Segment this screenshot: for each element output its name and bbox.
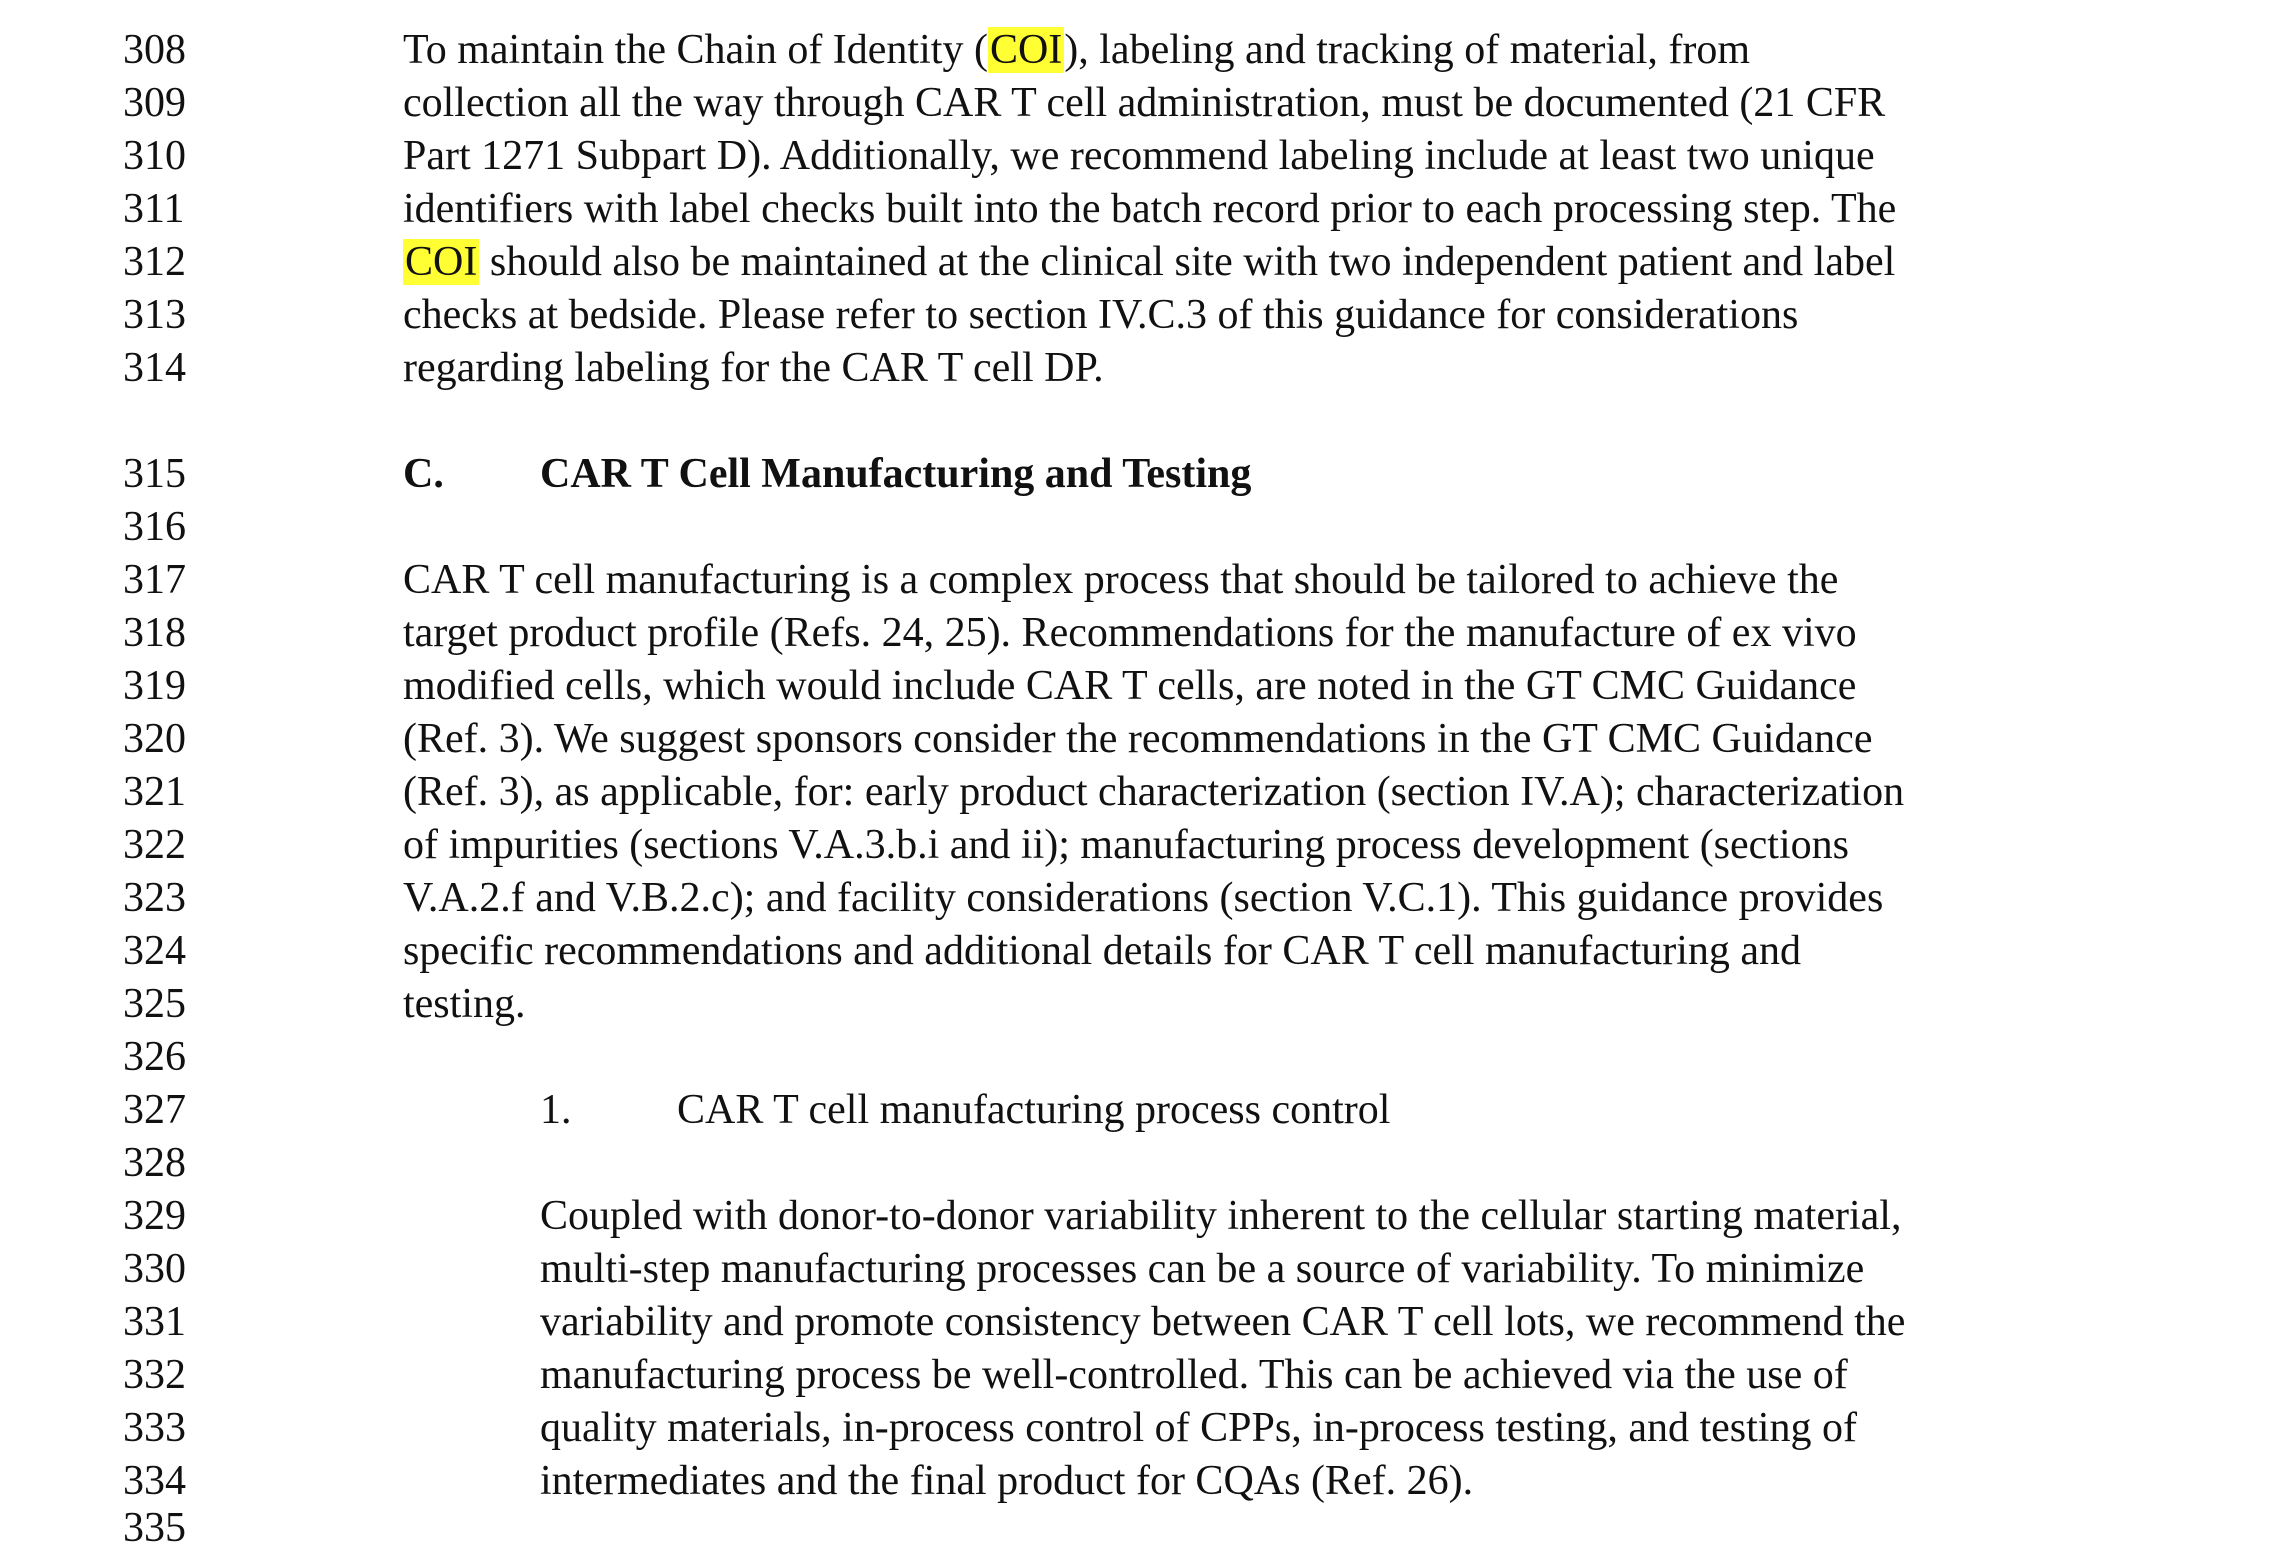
line-number: 333 (123, 1405, 186, 1451)
line-number: 316 (123, 504, 186, 550)
line-text: intermediates and the final product for CQAs (Ref. 26). (540, 1458, 1474, 1504)
line-number: 324 (123, 928, 186, 974)
line-text: variability and promote consistency between CAR T cell lots, we recommend the (540, 1299, 1906, 1345)
doc-line (0, 660, 2276, 713)
line-number: 318 (123, 610, 186, 656)
line-number: 326 (123, 1034, 186, 1080)
line-text: regarding labeling for the CAR T cell DP. (403, 345, 1104, 391)
line-text: checks at bedside. Please refer to section IV.C.3 of this guidance for considerations (403, 292, 1799, 338)
line-number: 319 (123, 663, 186, 709)
line-number: 334 (123, 1458, 186, 1504)
doc-line (0, 978, 2276, 1031)
line-number: 330 (123, 1246, 186, 1292)
doc-line (0, 713, 2276, 766)
doc-line (0, 448, 2276, 501)
line-number: 321 (123, 769, 186, 815)
line-text: V.A.2.f and V.B.2.c); and facility considerations (section V.C.1). This guidance provides (403, 875, 1884, 921)
line-number: 308 (123, 27, 186, 73)
line-text: (Ref. 3), as applicable, for: early product characterization (section IV.A); characterization (403, 769, 1905, 815)
doc-line (0, 1296, 2276, 1349)
line-text: modified cells, which would include CAR T cells, are noted in the GT CMC Guidance (403, 663, 1857, 709)
line-number: 335 (123, 1505, 186, 1551)
line-text: specific recommendations and additional details for CAR T cell manufacturing and (403, 928, 1802, 974)
line-number: 320 (123, 716, 186, 762)
doc-line (0, 1084, 2276, 1137)
section-letter: C. (403, 451, 444, 497)
line-text: quality materials, in-process control of CPPs, in-process testing, and testing of (540, 1405, 1857, 1451)
line-text: of impurities (sections V.A.3.b.i and ii); manufacturing process development (sections (403, 822, 1849, 868)
doc-line (0, 607, 2276, 660)
doc-line (0, 77, 2276, 130)
doc-line (0, 925, 2276, 978)
line-text: manufacturing process be well-controlled. This can be achieved via the use of (540, 1352, 1848, 1398)
line-number: 327 (123, 1087, 186, 1133)
doc-line (0, 24, 2276, 77)
text-segment: ), labeling and tracking of material, from (1064, 27, 1751, 73)
line-number: 332 (123, 1352, 186, 1398)
line-number: 323 (123, 875, 186, 921)
highlight-coi: COI (989, 27, 1063, 73)
doc-line (0, 1190, 2276, 1243)
line-number: 315 (123, 451, 186, 497)
line-text: identifiers with label checks built into the batch record prior to each processing step. The (403, 186, 1897, 232)
line-number: 322 (123, 822, 186, 868)
doc-line (0, 236, 2276, 289)
line-text (403, 24, 1750, 77)
subsection-number: 1. (540, 1087, 572, 1133)
doc-line (0, 1502, 2276, 1555)
doc-line (0, 1137, 2276, 1190)
doc-line (0, 1455, 2276, 1508)
line-text: collection all the way through CAR T cell administration, must be documented (21 CFR (403, 80, 1886, 126)
line-number: 325 (123, 981, 186, 1027)
highlight-coi: COI (405, 239, 478, 285)
subsection-heading: CAR T cell manufacturing process control (677, 1087, 1391, 1133)
line-number: 314 (123, 345, 186, 391)
doc-line (0, 819, 2276, 872)
doc-line (0, 183, 2276, 236)
line-number: 310 (123, 133, 186, 179)
section-heading: CAR T Cell Manufacturing and Testing (540, 451, 1252, 497)
line-text: target product profile (Refs. 24, 25). Recommendations for the manufacture of ex vivo (403, 610, 1857, 656)
line-number: 331 (123, 1299, 186, 1345)
text-segment: should also be maintained at the clinical site with two independent patient and label (479, 239, 1896, 285)
doc-line (0, 1243, 2276, 1296)
text-segment: To maintain the Chain of Identity ( (403, 27, 988, 73)
line-text: Part 1271 Subpart D). Additionally, we recommend labeling include at least two unique (403, 133, 1875, 179)
line-number: 329 (123, 1193, 186, 1239)
doc-line (0, 1349, 2276, 1402)
line-text: (Ref. 3). We suggest sponsors consider the recommendations in the GT CMC Guidance (403, 716, 1873, 762)
line-number: 311 (123, 186, 185, 232)
doc-line (0, 501, 2276, 554)
line-number: 312 (123, 239, 186, 285)
doc-line (0, 872, 2276, 925)
line-text (403, 236, 1895, 289)
line-text: Coupled with donor-to-donor variability inherent to the cellular starting material, (540, 1193, 1902, 1239)
doc-line (0, 1402, 2276, 1455)
line-number: 313 (123, 292, 186, 338)
doc-line (0, 554, 2276, 607)
doc-line (0, 1031, 2276, 1084)
doc-line (0, 130, 2276, 183)
line-number: 328 (123, 1140, 186, 1186)
line-number: 309 (123, 80, 186, 126)
line-number: 317 (123, 557, 186, 603)
line-text: CAR T cell manufacturing is a complex process that should be tailored to achieve the (403, 557, 1839, 603)
doc-line (0, 766, 2276, 819)
doc-line (0, 342, 2276, 395)
doc-line (0, 289, 2276, 342)
line-text: testing. (403, 981, 526, 1027)
line-text: multi-step manufacturing processes can be a source of variability. To minimize (540, 1246, 1865, 1292)
